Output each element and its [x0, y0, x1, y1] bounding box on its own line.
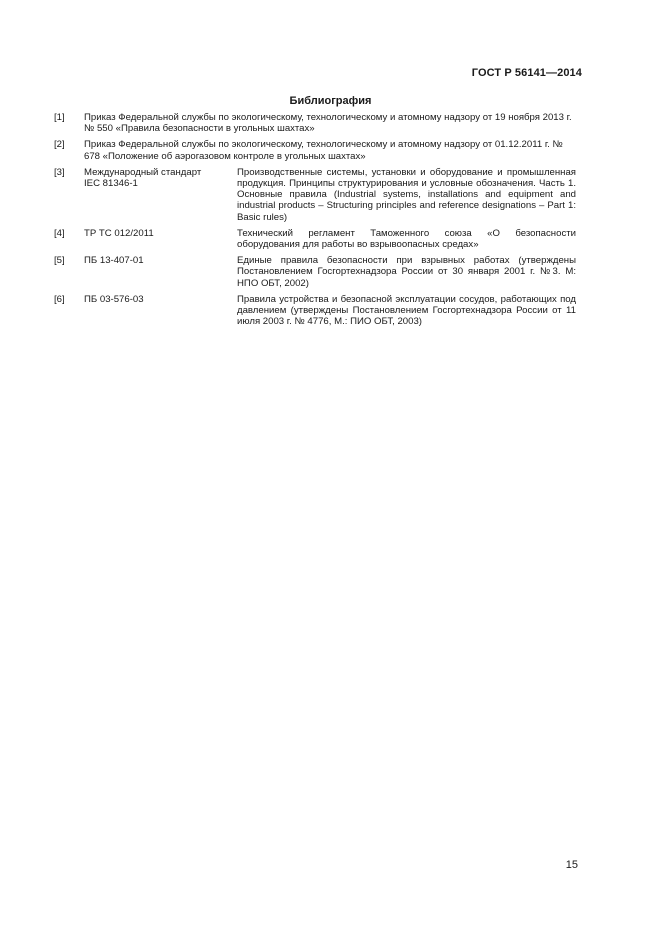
entry-number: [6]	[54, 293, 65, 305]
entry-code: ПБ 03-576-03	[84, 293, 144, 305]
entry-description: Технический регламент Таможенного союза «О безопасности оборудования для работы во взрывоопасных средах»	[237, 227, 576, 251]
bibliography-entry-6	[54, 294, 576, 328]
entry-code: ПБ 13-407-01	[84, 255, 144, 267]
document-code: ГОСТ Р 56141—2014	[471, 67, 582, 79]
page-number: 15	[565, 859, 578, 871]
entry-number: [4]	[54, 227, 65, 239]
entry-code-line: IEC 81346-1	[84, 178, 138, 190]
bibliography-entry-5	[54, 255, 576, 289]
entry-number: [3]	[54, 166, 65, 178]
entry-description: Единые правила безопасности при взрывных работах (утверждены Постановлением Госгортехнадзора России от 30 января 2001 г. №3. М: НПО ОБТ, 2002)	[237, 255, 576, 289]
entry-code	[84, 167, 237, 223]
entry-text: Приказ Федеральной службы по экологическому, технологическому и атомному надзору от 01.12.2011 г. № 678 «Положение об аэрогазовом контроле в угольных шахтах»	[84, 139, 563, 162]
entry-number: [1]	[54, 112, 65, 123]
bibliography-list	[54, 112, 576, 332]
bibliography-title: Библиография	[289, 95, 372, 107]
bibliography-entry-1	[54, 112, 576, 134]
entry-number: [5]	[54, 255, 65, 267]
entry-description: Производственные системы, установки и оборудование и промышленная продукция. Принципы структурирования и условные обозначения. Часть 1. Основные правила (Industrial systems, installations and equipment and industrial products – Structuring principles and reference designations – Part 1: Basic rules)	[237, 166, 576, 223]
bibliography-entry-2	[54, 139, 576, 161]
entry-code: ТР ТС 012/2011	[84, 227, 154, 239]
bibliography-entry-4	[54, 228, 576, 250]
entry-text: Приказ Федеральной службы по экологическому, технологическому и атомному надзору от 19 ноября 2013 г. № 550 «Правила безопасности в угольных шахтах»	[84, 112, 572, 135]
entry-number: [2]	[54, 139, 65, 151]
bibliography-entry-3	[54, 167, 576, 223]
entry-description: Правила устройства и безопасной эксплуатации сосудов, работающих под давлением (утверждены Постановлением Госгортехнадзора России от 11 июля 2003 г. № 4776, М.: ПИО ОБТ, 2003)	[237, 293, 576, 328]
entry-code-line: Международный стандарт	[84, 166, 202, 178]
